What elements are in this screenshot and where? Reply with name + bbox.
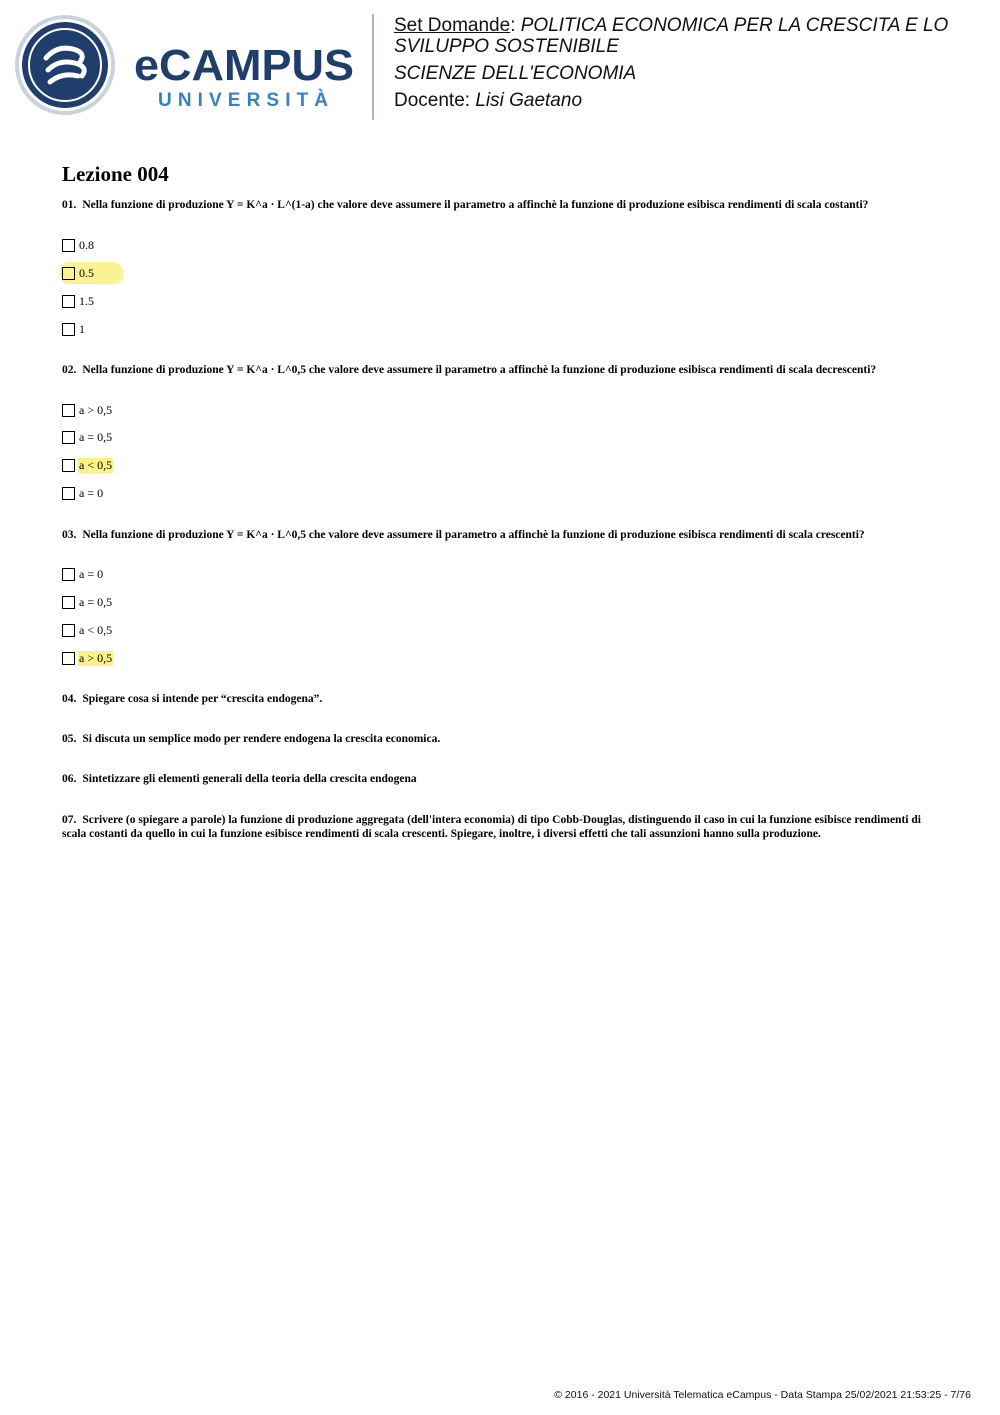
checkbox[interactable] (62, 239, 75, 252)
answer-option[interactable]: a = 0,5 (62, 429, 113, 445)
faculty-name: SCIENZE DELL'ECONOMIA (394, 63, 637, 84)
document-header (0, 0, 1000, 130)
course-name-line1: POLITICA ECONOMICA PER LA CRESCITA E LO (520, 15, 949, 36)
svg-text:eCAMPUS: eCAMPUS (134, 41, 354, 90)
answer-option[interactable]: a = 0,5 (62, 594, 113, 610)
course-info (394, 15, 984, 117)
ecampus-wordmark-logo (134, 40, 356, 110)
checkbox[interactable] (62, 652, 75, 665)
svg-text:UNIVERSITÀ: UNIVERSITÀ (158, 90, 328, 110)
answer-option[interactable]: 1 (62, 321, 86, 337)
answer-option-highlighted[interactable]: 0.5 (62, 265, 95, 281)
lesson-title: Lezione 004 (62, 162, 169, 186)
question-02: 02. Nella funzione di produzione Y = K^a · L^0,5 che valore deve assumere il parametro a affinchè la funzione di produzione esibisca rendimenti di scala decrescenti? (62, 364, 877, 376)
answer-option[interactable]: a = 0 (62, 566, 104, 582)
question-07: 07. Scrivere (o spiegare a parole) la funzione di produzione aggregata (dell'intera economia) di tipo Cobb-Douglas, distinguendo il caso in cui la funzione esibisce rendimenti di scala costanti da quello in cui la funzione esibisce rendimenti di scala crescenti. Spiegare, inoltre, i diversi effetti che tali assunzioni hanno sulla produzione. (62, 814, 921, 840)
checkbox[interactable] (62, 596, 75, 609)
answer-option[interactable]: a > 0,5 (62, 402, 113, 418)
answer-option-highlighted[interactable]: a > 0,5 (62, 650, 113, 666)
answer-option[interactable]: a = 0 (62, 485, 104, 501)
checkbox[interactable] (62, 431, 75, 444)
teacher-label: Docente: (394, 90, 476, 111)
ecampus-seal-logo (14, 14, 116, 116)
answer-option[interactable]: a < 0,5 (62, 622, 113, 638)
checkbox[interactable] (62, 459, 75, 472)
question-04: 04. Spiegare cosa si intende per “crescita endogena”. (62, 693, 323, 705)
header-divider (372, 14, 374, 120)
question-03: 03. Nella funzione di produzione Y = K^a · L^0,5 che valore deve assumere il parametro a affinchè la funzione di produzione esibisca rendimenti di scala crescenti? (62, 529, 865, 541)
question-01: 01. Nella funzione di produzione Y = K^a · L^(1-a) che valore deve assumere il parametro a affinchè la funzione di produzione esibisca rendimenti di scala costanti? (62, 199, 869, 211)
checkbox[interactable] (62, 295, 75, 308)
checkbox[interactable] (62, 323, 75, 336)
course-name-line2: SVILUPPO SOSTENIBILE (394, 36, 619, 57)
teacher-name: Lisi Gaetano (475, 90, 583, 111)
checkbox[interactable] (62, 487, 75, 500)
checkbox[interactable] (62, 404, 75, 417)
course-title: Set Domande: POLITICA ECONOMICA PER LA CRESCITA E LO (394, 15, 949, 36)
question-06: 06. Sintetizzare gli elementi generali della teoria della crescita endogena (62, 773, 417, 785)
question-05: 05. Si discuta un semplice modo per rendere endogena la crescita economica. (62, 733, 441, 745)
answer-option[interactable]: 1.5 (62, 293, 95, 309)
checkbox[interactable] (62, 267, 75, 280)
answer-option-highlighted[interactable]: a < 0,5 (62, 457, 113, 473)
page-footer: © 2016 - 2021 Università Telematica eCampus - Data Stampa 25/02/2021 21:53:25 - 7/76 (554, 1389, 971, 1401)
set-label: Set Domande (394, 15, 511, 36)
checkbox[interactable] (62, 568, 75, 581)
checkbox[interactable] (62, 624, 75, 637)
teacher-line (394, 90, 984, 111)
answer-option[interactable]: 0.8 (62, 237, 95, 253)
